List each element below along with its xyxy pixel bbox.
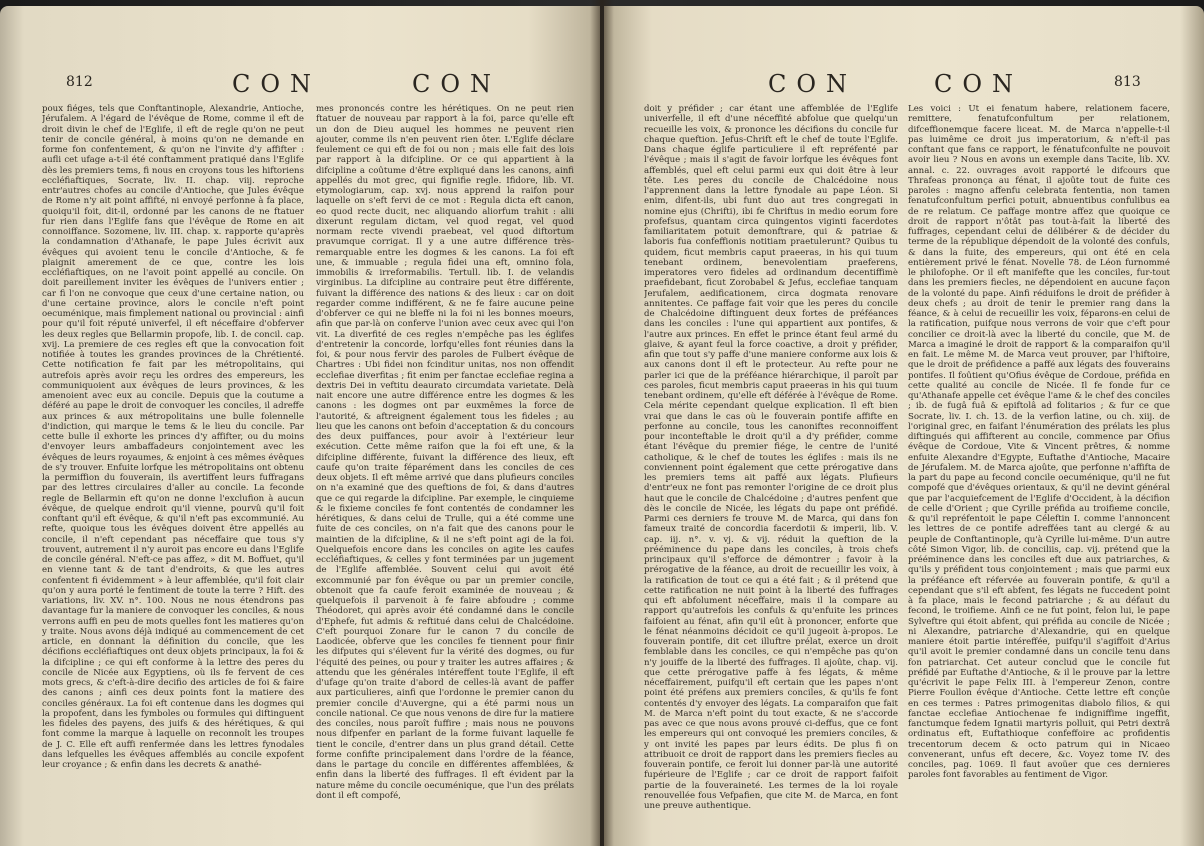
right-page-column-2: Les voici : Ut ei fenatum habere, relationem facere, remittere, fenatufconfultum per relationem, difceffionemque facere liceat. M. de Marca n'appelle-t-il pas luimême ce droit jus imperatorium, & n'eft-il pas conftant que fans ce rapport, le fénatufconfulte ne pouvoit avoir lieu ? Nous en avons un exemple dans Tacite, lib. XV. annal. c. 22. ouvrages avoit rapporté le difcours que Thrafeas prononça au fénat, il ajoûte tout de fuite ces paroles : magno affenfu celebrata fententia, non tamen fenatufconfultum perfici potuit, abnuentibus confulibus ea de re relatum. Ce paffage montre affez que quoique ce droit de rapport n'ôtât pas tout-à-fait la liberté des fuffrages, cependant celui de délibérer & de décider du terme de la république dépendoit de la volonté des confuls, & dans la fuite, des empereurs, qui ont été en cela entièrement privé le fénat. Novelle 78. de Léon furnommé le philofophe. Or il eft manifefte que les conciles, fur-tout dans les premiers fiecles, ne dépendoient en aucune façon de la volonté du pape. Ainfi réduifons le droit de préfider à deux chefs ; au droit de tenir le premier rang dans la féance, & à celui de recueillir les voix, féparons-en celui de la ratification, puifque nous verrons de voir que c'eft pour concilier ce droit-là avec la liberté du concile, que M. de Marca a imaginé le droit de rapport & la comparaifon qu'il en fait. Le même M. de Marca veut prouver, par l'hiftoire, que le droit de préfidence a paffé aux légats des fouverains pontifes. Il foûtient qu'Ofius évêque de Cordoue, préfida en cette qualité au concile de Nicée. Il fe fonde fur ce qu'Athanafe appelle cet évêque l'ame & le chef des conciles ; ib. de fugâ fuâ & epiftolâ ad folitarios ; & fur ce que Socrate, liv. I. ch. 13. de la verfion latine, ou ch. xiij. de l'original grec, en faifant l'énumération des prélats les plus diftingués qui affifterent au concile, commence par Ofius évêque de Cordoue, Vite & Vincent prêtres, & nomme enfuite Alexandre d'Egypte, Euftathe d'Antioche, Macaire de Jérufalem. M. de Marca ajoûte, que perfonne n'affifta de la part du pape au fecond concile oecuménique, qu'il ne fut compofé que d'évêques orientaux, & qu'il ne devint général que par l'acquiefcement de l'Eglife d'Occident, à la décifion de celle d'Orient ; que Cyrille préfida au troifieme concile, & qu'il repréfentoit le pape Céleftin I. comme l'annoncent les lettres de ce pontife adreffées tant au clergé & au peuple de Conftantinople, qu'à Cyrille lui-même. D'un autre côté Simon Vigor, lib. de conciliis, cap. vij. prétend que la prééminence dans les conciles eft due aux patriarches, & qu'ils y préfident tous conjointement ; mais que parmi eux la préféance eft réfervée au fouverain pontife, & qu'il a cependant que s'il eft abfent, fes légats ne fuccedent point à fa place, mais le fecond patriarche ; & au défaut du fecond, le troifieme. Ainfi ce ne fut point, felon lui, le pape Sylveftre qui étoit abfent, qui préfida au concile de Nicée ; ni Alexandre, patriarche d'Alexandrie, qui en quelque maniere étoit partie intéreffée, puifqu'il s'agiffoit d'Arius qu'il avoit le premier condamné dans un concile tenu dans fon patriarchat. Cet auteur conclud que le concile fut préfidé par Euftathe d'Antioche, & il le prouve par la lettre qu'écrivit le pape Felix III. à l'empereur Zenon, contre Pierre Foullon évêque d'Antioche. Cette lettre eft conçûe en ces termes : Patres primogenitas diabolo filios, & qui fanctae ecclefiae Antiochenae fe indigniffime ingeffit, fanctumque fedem Ignatii martyris polluit, qui Petri dextrâ ordinatus eft, Euftathioque confeffoire ac profidentis trecentorum decem & octo patrum qui in Nicaeo convenerant, unfus eft decere, &c. Voyez tome IV. des conciles, pag. 1069. Il faut avoüer que ces dernieres paroles font favorables au fentiment de Vigor.: [908, 104, 1170, 781]
left-page-headword-right: CON: [412, 70, 502, 98]
right-page: [604, 6, 1204, 846]
right-page-number: 813: [1114, 74, 1141, 90]
right-page-column-1: doit y préfider ; car étant une affemblée de l'Eglife univerfelle, il eft d'une néceffité abfolue que quelqu'un recueille les voix, & prononce les décifions du concile fur chaque queftion. Jefus-Chrift eft le chef de toute l'Eglife. Dans chaque églife particuliere il eft repréfenté par l'évêque ; mais il s'agit de favoir lorfque les évêques font affemblés, quel eft celui parmi eux qui doit être à leur tête. Les peres du concile de Chalcédoine nous l'apprennent dans la lettre fynodale au pape Léon. Si enim, difent-ils, ubi funt duo aut tres congregati in nomine ejus (Chrifti), ibi fe Chriftus in medio eorum fore profefsus, quantam circa quingentos viginti facerdotes familiaritatem potuit demonftrare, qui & patriae & laboris fua confeffionis notitiam praetulerunt? Quibus tu quidem, ficut membris caput praeeras, in his qui tuum tenebant ordinem, benevolentiam praeferens, imperatores vero fideles ad ordinandum decentiffimè praefidebant, ficut Zorobabel & Jefus, ecclefiae tanquam Jerufalem, aedificationem, circa dogmata renovare annitentes. Ce paffage fait voir que les peres du concile de Chalcédoine diftinguent deux fortes de préféances dans les conciles : l'une qui appartient aux pontifes, & l'autre aux princes. En effet le prince étant feul armé du glaive, & ayant feul la force coactive, a droit y préfider, afin que tout s'y paffe d'une maniere conforme aux lois & aux canons dont il eft le protecteur. Au refte pour ne parler ici que de la préféance hiérarchique, il paroît par ces paroles, ficut membris caput praeeras in his qui tuum tenebant ordinem, qu'elle eft déférée à l'évêque de Rome. Cela mérite cependant quelque explication. Il eft bien vrai que dans le cas où le fouverain pontife affifte en perfonne au concile, tous les canoniftes reconnoiffent pour inconteftable le droit qu'il a d'y préfider, comme étant l'évêque du premier fiége, le centre de l'unité catholique, & le chef de toutes les églifes : mais ils ne conviennent point également que cette prérogative dans les premiers tems ait paffé aux légats. Plufieurs d'entr'eux ne font pas remonter l'origine de ce droit plus haut que le concile de Chalcédoine ; d'autres penfent que dès le concile de Nicée, les légats du pape ont préfidé. Parmi ces derniers fe trouve M. de Marca, qui dans fon fameux traité de concordia facerdotii & imperii, lib. V. cap. iij. n°. v. vj. & vij. réduit la queftion de la prééminence du pape dans les conciles, à trois chefs principaux qu'il s'efforce de démontrer ; favoir à la prérogative de la féance, au droit de recueillir les voix, à la ratification de tout ce qui a été fait ; & il prétend que cette ratification ne nuit point à la liberté des fuffrages qui eft abfolument néceffaire, mais il la compare au rapport qu'autrefois les confuls & qu'enfuite les princes faifoient au fénat, afin qu'il eût à prononcer, enforte que le fénat néanmoins décidoit ce qu'il jugeoit à-propos. Le fouverain pontife, dit cet illuftre prélat, exerce un droit femblable dans les conciles, ce qui n'empêche pas qu'on n'y jouiffe de la liberté des fuffrages. Il ajoûte, chap. vij. que cette prérogative paffe à fes légats, & même néceffairement, puifqu'il eft certain que les papes n'ont point été préfens aux premiers conciles, & qu'ils fe font contentés d'y envoyer des légats. La comparaifon que fait M. de Marca n'eft point du tout exacte, & ne s'accorde pas avec ce que nous avons prouvé ci-deffus, que ce font les empereurs qui ont convoqué les premiers conciles, & y ont invité les papes par leurs édits. De plus fi on attribuoit ce droit de rapport dans les premiers fiecles au fouverain pontife, ce feroit lui donner par-là une autorité fupérieure de l'Eglife ; car ce droit de rapport faifoit partie de la fouveraineté. Les termes de la loi royale renouvellée fous Vefpafien, que cite M. de Marca, en font une preuve authentique.: [644, 104, 898, 811]
right-page-headword-right: CON: [934, 70, 1024, 98]
left-page-headword-left: CON: [232, 70, 322, 98]
right-page-headword-left: CON: [768, 70, 858, 98]
left-page-column-1: poux fiéges, tels que Conftantinople, Alexandrie, Antioche, Jérufalem. A l'égard de l'évêque de Rome, comme il eft de droit divin le chef de l'Eglife, il eft de regle qu'on ne peut tenir de concile général, à moins qu'on ne demande en forme fon confentement, & qu'on ne l'invite d'y affifter : aufli cet ufage a-t-il été conftamment pratiqué dans l'Eglife dès les premiers tems, fi nous en croyons tous les hiftoriens eccléfiaftiques, Socrate, liv. II. chap. viij. reproche entr'autres chofes au concile d'Antioche, que Jules évêque de Rome n'y ait point affifté, ni envoyé perfonne à fa place, quoiqu'il foit, dit-il, ordonné par les canons de ne ftatuer fur rien dans l'Eglife fans que l'évêque de Rome en ait connoiffance. Sozomene, liv. III. chap. x. rapporte qu'après la condamnation d'Athanafe, le pape Jules écrivit aux évêques qui avoient tenu le concile d'Antioche, & fe plaignit amerement de ce que, contre les lois eccléfiaftiques, on ne l'avoit point appellé au concile. On doit pareillement inviter les évêques de l'univers entier ; car fi l'on ne convoque que ceux d'une certaine nation, ou d'une certaine province, alors le concile n'eft point oecuménique, mais fimplement national ou provincial : ainfi pour qu'il foit réputé univerfel, il eft néceffaire d'obferver les deux regles que Bellarmin propofe, lib. I. de concil. cap. xvij. La premiere de ces regles eft que la convocation foit notifiée à toutes les grandes provinces de la Chrétienté. Cette notification fe fait par les métropolitains, qui autrefois après avoir reçu les ordres des empereurs, les communiquoient aux évêques de leurs provinces, & les amenoient avec eux au concile. Depuis que la coutume a déféré au pape le droit de convoquer les conciles, il adreffe aux princes & aux métropolitains une bulle folennelle d'indiction, qui marque le tems & le lieu du concile. Par cette bulle il exhorte les princes d'y affifter, ou du moins d'envoyer leurs ambaffadeurs conjointement avec les évêques de leurs royaumes, & enjoint à ces mêmes évêques de s'y trouver. Enfuite lorfque les métropolitains ont obtenu la permiffion du fouverain, ils avertiffent leurs fuffragans par des lettres circulaires d'aller au concile. La feconde regle de Bellarmin eft qu'on ne donne l'exclufion à aucun évêque, de quelque endroit qu'il vienne, pourvû qu'il foit conftant qu'il eft évêque, & qu'il n'eft pas excommunié. Au refte, quoique tous les évêques doivent être appellés au concile, il n'eft cependant pas néceffaire que tous s'y trouvent, autrement il n'y auroit pas encore eu dans l'Eglife de concile général. N'eft-ce pas affez, » dit M. Boffuet, qu'il en vienne tant & de tant d'endroits, & que les autres confentent fi évidemment » à leur affemblée, qu'il foit clair qu'on y aura porté le fentiment de toute la terre ? Hift. des variations, liv. XV. n°. 100. Nous ne nous étendrons pas davantage fur la maniere de convoquer les conciles, & nous verrons auffi en peu de mots quelles font les matieres qu'on y traite. Nous avons déjà indiqué au commencement de cet article, en donnant la définition du concile, que les décifions eccléfiaftiques ont deux objets principaux, la foi & la difcipline ; ce qui eft conforme à la lettre des peres du concile de Nicée aux Egyptiens, où ils fe fervent de ces mots grecs, & c'eft-à-dire decifio des articles de foi & faire des canons ; ainfi ces deux points font la matiere des conciles généraux. La foi eft contenue dans les dogmes qui la propofent, dans les fymboles ou formules qui diftinguent les fideles des payens, des juifs & des hérétiques, & qui font comme la marque à laquelle on reconnoît les troupes de J. C. Elle eft auffi renfermée dans les lettres fynodales dans lefquelles les évêques affemblés au concile expofent leur croyance ; & enfin dans les decrets & anathé-: [42, 104, 304, 770]
left-page-column-2: mes prononcés contre les hérétiques. On ne peut rien ftatuer de nouveau par rapport à la foi, parce qu'elle eft un don de Dieu auquel les hommes ne peuvent rien ajouter, comme ils n'en peuvent rien ôter. L'Eglife déclare feulement ce qui eft de foi ou non ; mais elle fait des lois par rapport à la difcipline. Or ce qui appartient à la difcipline a coûtume d'être expliqué dans les canons, ainfi appellés du mot grec, qui fignifie regle. Ifidore, lib. VI. etymologiarum, cap. xvj. nous apprend la raifon pour laquelle on s'eft fervi de ce mot : Regula dicta eft canon, eo quod recte ducit, nec aliquando aliorfum trahit : alii dixerunt regulam dictam, vel quod regat, vel quod normam recte vivendi praebeat, vel quod diftortum pravumque corrigat. Il y a une autre différence très-remarquable entre les dogmes & les canons. La foi eft une, & immuable ; regula fidei una eft, omnino fola, immobilis & irreformabilis. Tertull. lib. I. de velandis virginibus. La difcipline au contraire peut être différente, fuivant la différence des nations & des lieux : car on doit regarder comme indifférent, & ne fe faire aucune peine d'obferver ce qui ne bleffe ni la foi ni les bonnes moeurs, afin que par-là on conferve l'union avec ceux avec qui l'on vit. La diverfité de ces regles n'empêche pas les églifes d'entretenir la concorde, lorfqu'elles font réunies dans la foi, & pour nous fervir des paroles de Fulbert évêque de Chartres : Ubi fidei non fcinditur unitas, nos non offendit ecclefiae diverfitas ; fit enim per fanctae ecclefiae regina a dextris Dei in veftitu deaurato circumdata varietate. Delà nait encore une autre différence entre les dogmes & les canons : les dogmes ont par euxmêmes la force de l'autorité, & aftreignent également tous les fideles ; au lieu que les canons ont befoin d'acceptation & du concours des deux puiffances, pour avoir à l'extérieur leur exécution. Cette même raifon que la foi eft une, & la difcipline différente, fuivant la différence des lieux, eft caufe qu'on traite féparément dans les conciles de ces deux objets. Il eft même arrivé que dans plufieurs conciles on n'a examiné que des queftions de foi, & dans d'autres que ce qui regarde la difcipline. Par exemple, le cinquieme & le fixieme conciles fe font contentés de condamner les hérétiques, & dans celui de Trulle, qui a été comme une fuite de ces conciles, on n'a fait que des canons pour le maintien de la difcipline, & il ne s'eft point agi de la foi. Quelquefois encore dans les conciles on agite les caufes eccléfiaftiques, & celles y font terminées par un jugement de l'Eglife affemblée. Souvent celui qui avoit été excommunié par fon évêque ou par un premier concile, obtenoit que fa caufe feroit examinée de nouveau ; & quelquefois il parvenoit à fe faire abfoudre ; comme Théodoret, qui après avoir été condamné dans le concile d'Ephefe, fut admis & reftitué dans celui de Chalcédoine. C'eft pourquoi Zonare fur le canon 7 du concile de Laodicée, obferve que les conciles fe tiennent pour finir les difputes qui s'élevent fur la vérité des dogmes, ou fur l'équité des peines, ou pour y traiter les autres affaires ; & attendu que les générales intéreffent toute l'Eglife, il eft d'ufage qu'on traite d'abord de celles-là avant de paffer aux particulieres, ainfi que l'ordonne le premier canon du premier concile d'Auvergne, qui a été parmi nous un concile national. Ce que nous venons de dire fur la matiere des conciles, nous paroît fuffire ; mais nous ne pouvons nous difpenfer en parlant de la forme fuivant laquelle fe tient le concile, d'entrer dans un plus grand détail. Cette forme confifte principalement dans l'ordre de la féance, dans le partage du concile en différentes affemblées, & enfin dans la liberté des fuffrages. Il eft évident par la nature même du concile oecuménique, que l'un des prélats dont il eft compofé,: [316, 104, 574, 801]
left-page-number: 812: [66, 74, 93, 90]
left-page: [0, 6, 600, 846]
